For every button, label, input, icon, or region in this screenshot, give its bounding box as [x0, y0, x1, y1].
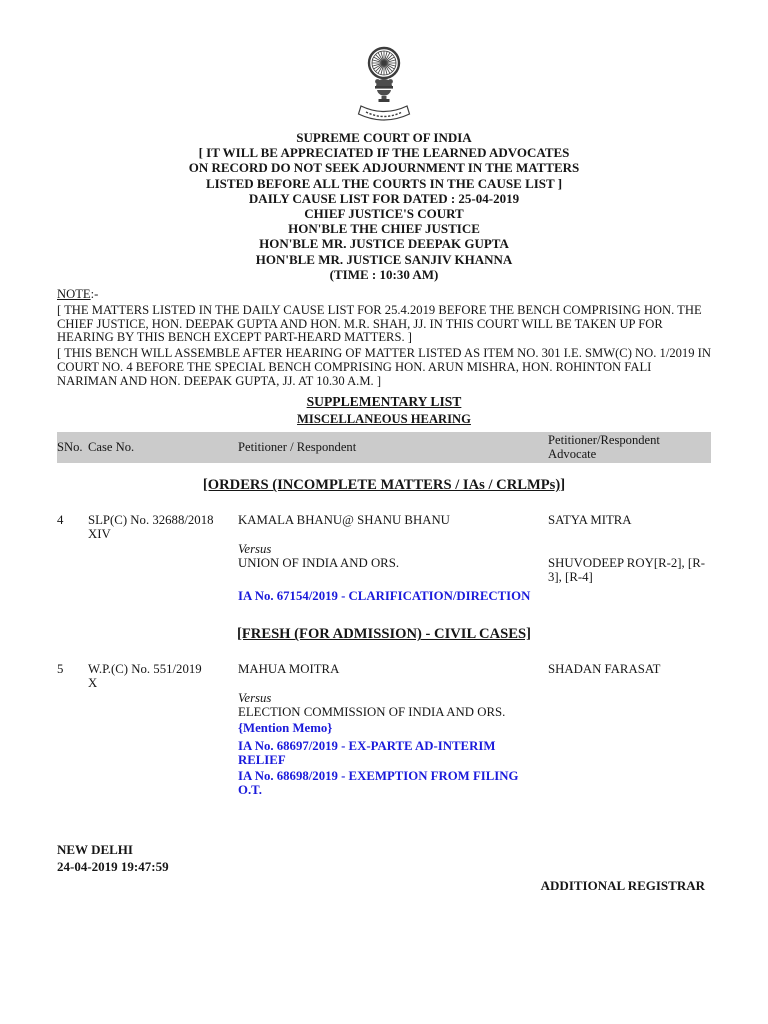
document-footer [57, 842, 711, 894]
case-number: W.P.(C) No. 551/2019 [88, 662, 202, 677]
advisory-line-3: LISTED BEFORE ALL THE COURTS IN THE CAUSE LIST ] [205, 175, 563, 191]
case-row-5 [57, 662, 711, 797]
petitioner-name: MAHUA MOITRA [238, 662, 340, 677]
column-header-advocate-line1: Petitioner/Respondent [548, 433, 660, 448]
case-row-4 [57, 513, 711, 603]
petitioner-advocate: SHADAN FARASAT [548, 662, 661, 677]
section-title-orders-text: [ORDERS (INCOMPLETE MATTERS / IAs / CRLMPs)] [202, 477, 566, 494]
case-number: SLP(C) No. 32688/2018 [88, 513, 214, 528]
note-paragraph-2: [ THIS BENCH WILL ASSEMBLE AFTER HEARING OF MATTER LISTED AS ITEM NO. 301 I.E. SMW(C) NO. 1/2019 IN COURT NO. 4 BEFORE THE SPECIAL BENCH COMPRISING HON. ARUN MISHRA, HON. ROHINTON FALI NARIMAN AND HON. DEEPAK GUPTA, JJ. AT 10.30 A.M. ] [57, 346, 711, 388]
petitioner-advocate: SATYA MITRA [548, 513, 632, 528]
note-paragraph-1: [ THE MATTERS LISTED IN THE DAILY CAUSE LIST FOR 25.4.2019 BEFORE THE BENCH COMPRISING HON. THE CHIEF JUSTICE, HON. DEEPAK GUPTA AND HON. M.R. SHAH, JJ. IN THIS COURT WILL BE TAKEN UP FOR HEARING BY THIS BENCH EXCEPT PART-HEARD MATTERS. ] [57, 303, 702, 345]
emblem-container [57, 0, 711, 128]
case-number-cell [88, 662, 238, 797]
versus-label: Versus [238, 691, 272, 706]
case-number-suffix: X [88, 676, 98, 691]
advocate-cell [548, 513, 711, 603]
judge-line-2: HON'BLE MR. JUSTICE DEEPAK GUPTA [259, 236, 509, 252]
column-header-advocate-line2: Advocate [548, 446, 597, 461]
column-header-sno: SNo. [57, 440, 83, 455]
ia-note: IA No. 67154/2019 - CLARIFICATION/DIRECTION [238, 589, 531, 604]
case-serial-number: 5 [57, 662, 64, 677]
column-header-advocate [548, 434, 711, 461]
time-line: (TIME : 10:30 AM) [329, 266, 439, 282]
ia-note: IA No. 68698/2019 - EXEMPTION FROM FILING O.T. [238, 769, 519, 798]
petitioner-name: KAMALA BHANU@ SHANU BHANU [238, 513, 450, 528]
footer-place: NEW DELHI [57, 842, 133, 858]
case-number-suffix: XIV [88, 527, 111, 542]
note-label [57, 287, 711, 302]
mention-memo-note: {Mention Memo} [238, 721, 333, 736]
miscellaneous-hearing-subtitle [57, 412, 711, 427]
case-serial-number: 4 [57, 513, 64, 528]
footer-generated-datetime: 24-04-2019 19:47:59 [57, 858, 169, 874]
column-header-party: Petitioner / Respondent [238, 440, 357, 455]
miscellaneous-hearing-subtitle-text: MISCELLANEOUS HEARING [297, 412, 471, 427]
column-header-case-no: Case No. [88, 440, 135, 455]
advocate-cell [548, 662, 711, 797]
section-title-fresh-civil [57, 626, 711, 643]
table-header-row [57, 432, 711, 463]
judge-line-3: HON'BLE MR. JUSTICE SANJIV KHANNA [255, 251, 513, 267]
document-header [57, 130, 711, 282]
judge-line-1: HON'BLE THE CHIEF JUSTICE [288, 221, 480, 237]
supreme-court-emblem-icon [355, 44, 413, 128]
court-name-line: CHIEF JUSTICE'S COURT [304, 206, 464, 222]
advisory-line-1: [ IT WILL BE APPRECIATED IF THE LEARNED ADVOCATES [198, 145, 570, 161]
section-title-fresh-civil-text: [FRESH (FOR ADMISSION) - CIVIL CASES] [237, 626, 531, 643]
respondent-name: ELECTION COMMISSION OF INDIA AND ORS. [238, 705, 506, 720]
supplementary-list-title-text: SUPPLEMENTARY LIST [306, 394, 462, 410]
court-title: SUPREME COURT OF INDIA [296, 130, 472, 145]
party-cell [238, 662, 548, 797]
case-number-cell [88, 513, 238, 603]
note-label-suffix: :- [90, 287, 99, 302]
party-cell [238, 513, 548, 603]
supplementary-list-title [57, 394, 711, 410]
section-title-orders [57, 477, 711, 494]
advisory-line-2: ON RECORD DO NOT SEEK ADJOURNMENT IN THE MATTERS [188, 160, 580, 176]
ia-note: IA No. 68697/2019 - EX-PARTE AD-INTERIM RELIEF [238, 739, 496, 768]
respondent-name: UNION OF INDIA AND ORS. [238, 556, 400, 571]
footer-signatory: ADDITIONAL REGISTRAR [540, 878, 705, 894]
note-label-underlined: NOTE [57, 287, 91, 302]
versus-label: Versus [238, 542, 272, 557]
note-block [57, 287, 711, 388]
cause-list-date-line: DAILY CAUSE LIST FOR DATED : 25-04-2019 [248, 190, 520, 206]
respondent-advocate: SHUVODEEP ROY[R-2], [R-3], [R-4] [548, 556, 705, 585]
